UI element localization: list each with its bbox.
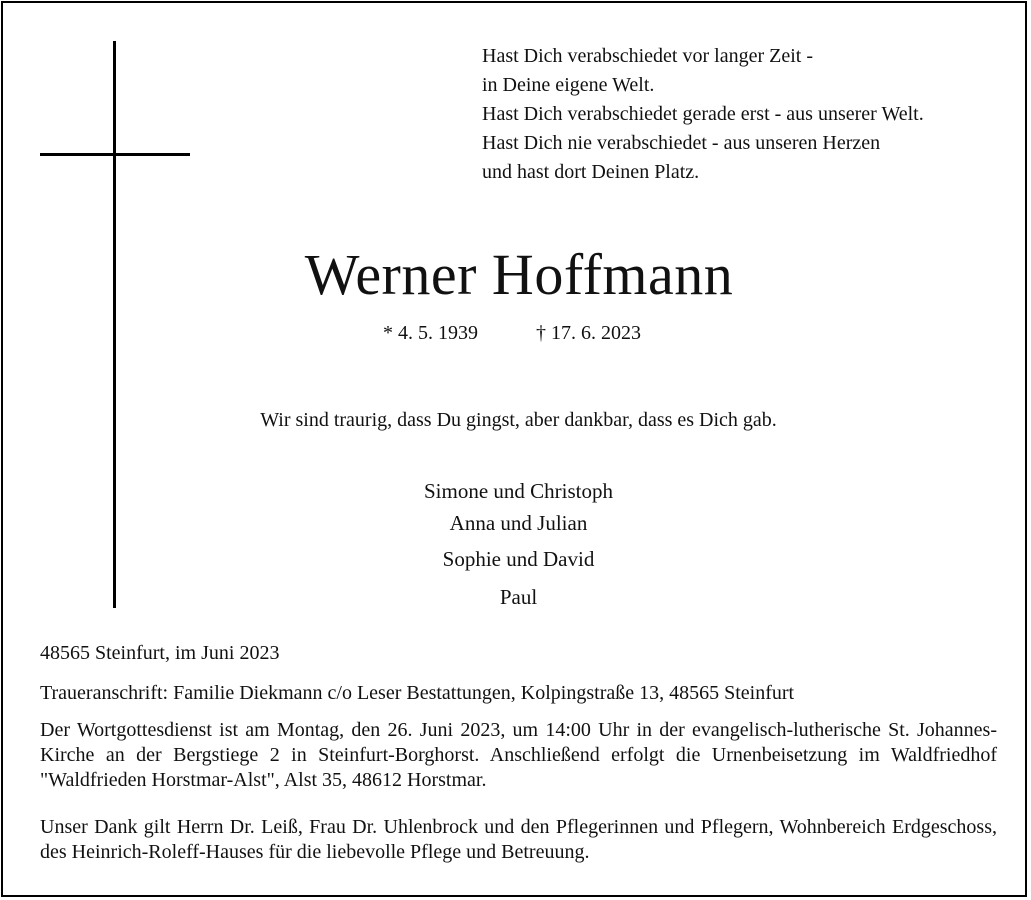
- thanks-notice: Unser Dank gilt Herrn Dr. Leiß, Frau Dr. Uhlenbrock und den Pflegerinnen und Pflegern, Wohnbereich Erdgeschoss, des Heinrich-Roleff-Hauses für die liebevolle Pflege und Betreuung.: [40, 816, 997, 863]
- mourner-line: Anna und Julian: [449, 511, 588, 535]
- mourner-line: Sophie und David: [442, 547, 595, 571]
- poem-line: Hast Dich verabschiedet gerade erst - aus unserer Welt.: [482, 103, 924, 125]
- deceased-name: Werner Hoffmann: [304, 242, 734, 307]
- mourner-line: Paul: [499, 585, 538, 609]
- poem: [482, 42, 1022, 187]
- deceased-name-block: [3, 235, 1027, 315]
- mourning-address: Traueranschrift: Familie Diekmann c/o Leser Bestattungen, Kolpingstraße 13, 48565 Steinfurt: [40, 682, 795, 704]
- service-notice: Der Wortgottesdienst ist am Montag, den 26. Juni 2023, um 14:00 Uhr in der evangelisch-lutherische St. Johannes-Kirche an der Bergstiege 2 in Steinfurt-Borghorst. Anschließend erfolgt die Urnenbeisetzung im Waldfriedhof "Waldfrieden Horstmar-Alst", Alst 35, 48612 Horstmar.: [40, 719, 997, 791]
- poem-line: und hast dort Deinen Platz.: [482, 161, 700, 183]
- obituary-frame: [1, 1, 1027, 897]
- poem-line: Hast Dich nie verabschiedet - aus unseren Herzen: [482, 132, 881, 154]
- place-date: 48565 Steinfurt, im Juni 2023: [40, 642, 280, 664]
- death-date: † 17. 6. 2023: [536, 322, 641, 344]
- birth-date: * 4. 5. 1939: [383, 322, 478, 344]
- cross-horizontal-bar: [40, 153, 190, 156]
- motto: Wir sind traurig, dass Du gingst, aber dankbar, dass es Dich gab.: [260, 409, 777, 431]
- mourner-line: Simone und Christoph: [423, 479, 613, 503]
- poem-line: in Deine eigene Welt.: [482, 74, 655, 96]
- poem-line: Hast Dich verabschiedet vor langer Zeit -: [482, 45, 813, 67]
